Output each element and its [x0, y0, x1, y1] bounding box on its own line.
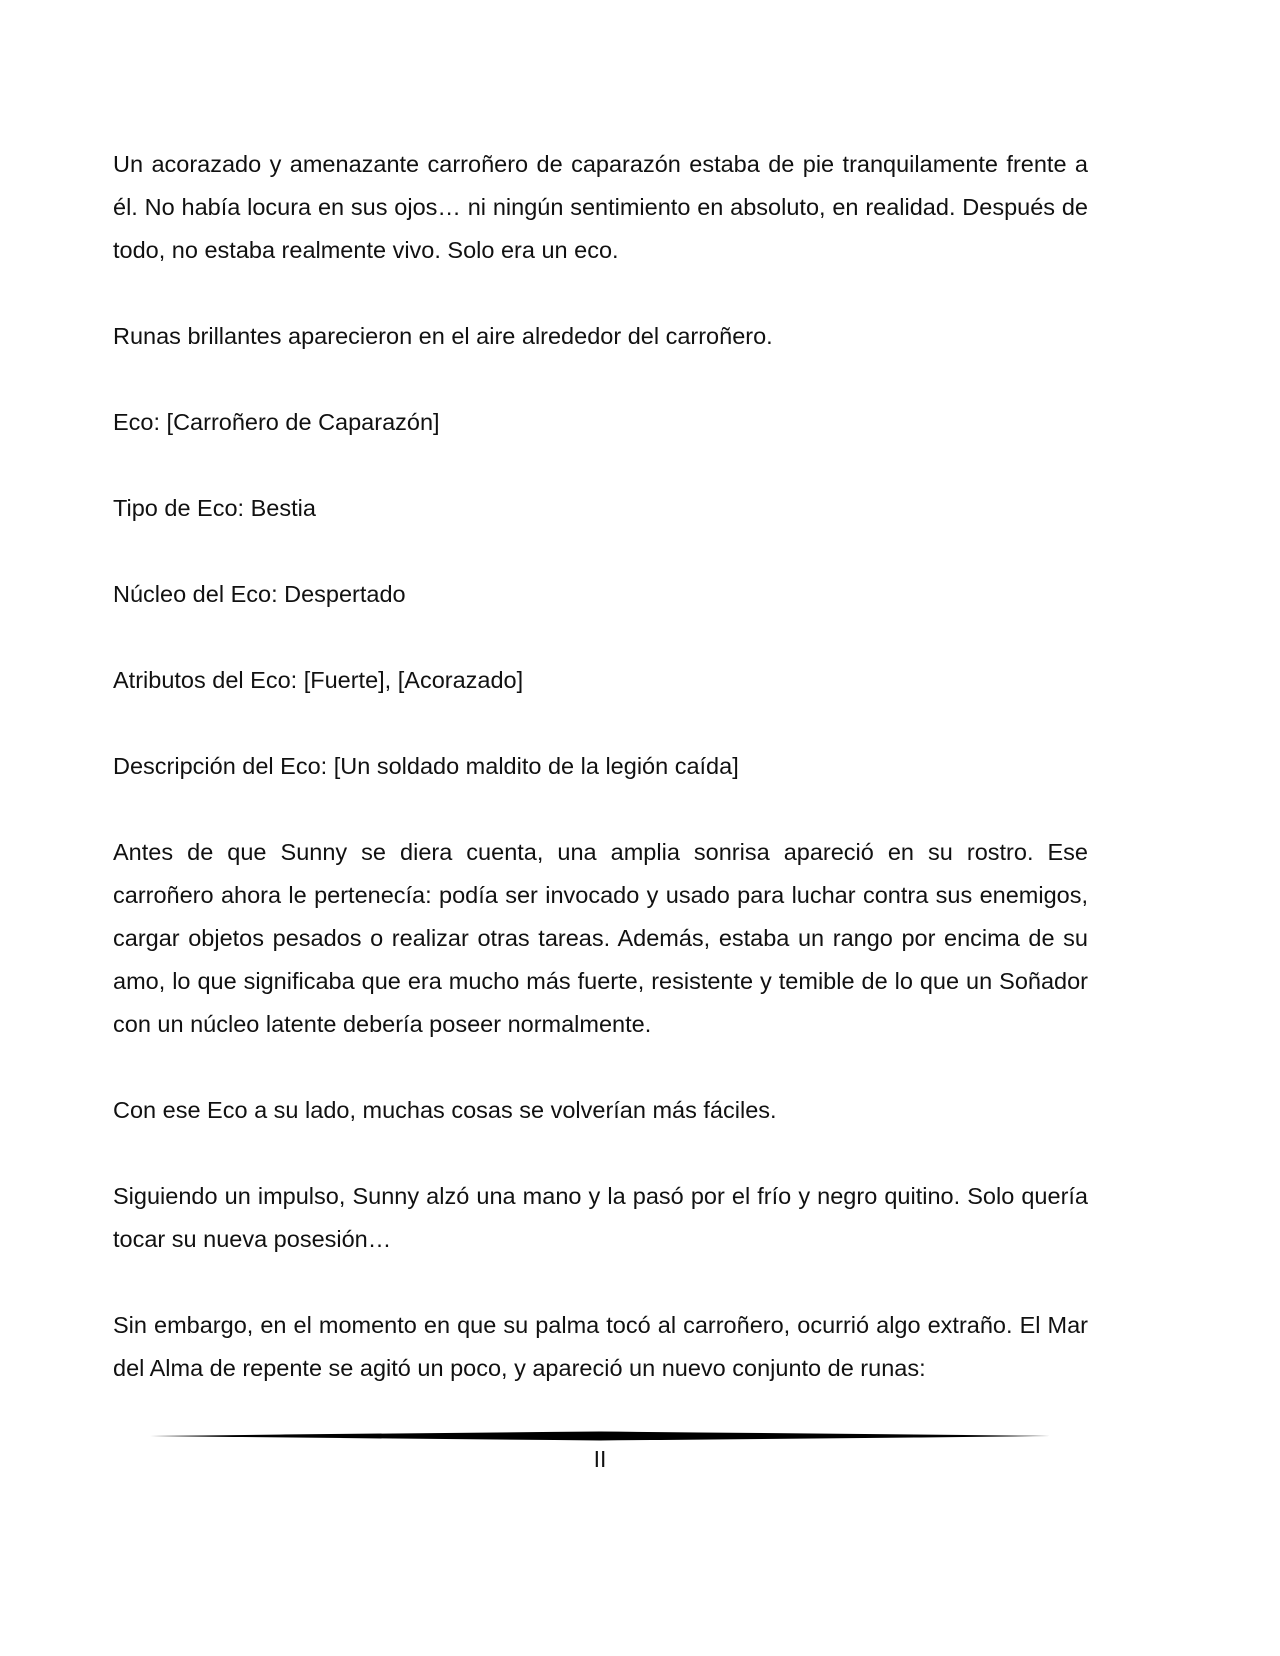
paragraph-runas: Runas brillantes aparecieron en el aire alrededor del carroñero. [113, 323, 773, 349]
paragraph-eco-tipo: Tipo de Eco: Bestia [113, 495, 316, 521]
paragraph-eco-atributos: Atributos del Eco: [Fuerte], [Acorazado] [113, 667, 524, 693]
paragraph-eco-nombre: Eco: [Carroñero de Caparazón] [113, 409, 440, 435]
paragraph-carronero-intro: Un acorazado y amenazante carroñero de caparazón estaba de pie tranquilamente frente a él. No había locura en sus ojos… ni ningún sentimiento en absoluto, en realidad. Después de todo, no estaba realmente vivo. Solo era un eco. [113, 151, 1088, 263]
page-number: II [593, 1446, 607, 1472]
paragraph-impulso: Siguiendo un impulso, Sunny alzó una mano y la pasó por el frío y negro quitino. Solo quería tocar su nueva posesión… [113, 1183, 1088, 1252]
paragraph-eco-descripcion: Descripción del Eco: [Un soldado maldito de la legión caída] [113, 753, 739, 779]
paragraph-eco-nucleo: Núcleo del Eco: Despertado [113, 581, 406, 607]
paragraph-sin-embargo: Sin embargo, en el momento en que su palma tocó al carroñero, ocurrió algo extraño. El Mar del Alma de repente se agitó un poco, y apareció un nuevo conjunto de runas: [113, 1312, 1088, 1381]
paragraph-eco-lado: Con ese Eco a su lado, muchas cosas se volverían más fáciles. [113, 1097, 777, 1123]
paragraph-sonrisa: Antes de que Sunny se diera cuenta, una amplia sonrisa apareció en su rostro. Ese carroñero ahora le pertenecía: podía ser invocado y usado para luchar contra sus enemigos, cargar objetos pesados o realizar otras tareas. Además, estaba un rango por encima de su amo, lo que significaba que era mucho más fuerte, resistente y temible de lo que un Soñador con un núcleo latente debería poseer normalmente. [113, 839, 1088, 1037]
page-body [113, 143, 1088, 1433]
footer-divider [150, 1430, 1050, 1442]
